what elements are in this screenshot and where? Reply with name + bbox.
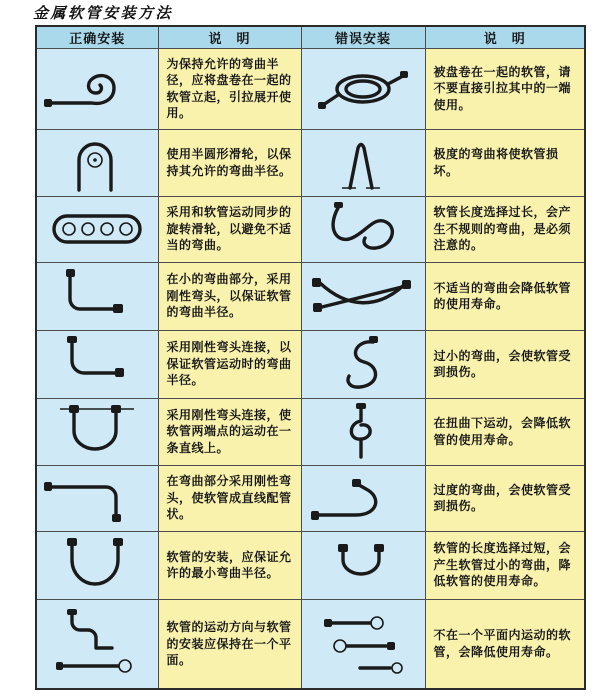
out-of-plane-hoses-icon (308, 608, 418, 680)
wrong-image-cell (301, 129, 425, 196)
table-row (36, 48, 585, 129)
table-header-row (36, 26, 585, 48)
table-row (36, 398, 585, 465)
correct-image-cell (36, 398, 158, 465)
header-wrong-install: 错误安装 (301, 26, 425, 48)
rigid-elbow-small-bend-icon (42, 267, 152, 325)
correct-image-cell (36, 599, 158, 689)
u-bend-aligned-ends-icon (42, 403, 152, 461)
correct-desc-cell: 软管的运动方向与软管的安装应保持在一个平面。 (158, 599, 301, 689)
correct-desc-cell: 采用刚性弯头连接，以保证软管运动时的弯曲半径。 (158, 330, 301, 398)
s-hook-bend-icon (308, 335, 418, 393)
wrong-image-cell (301, 330, 425, 398)
minimum-bend-u-icon (42, 536, 152, 594)
tangled-coil-icon (308, 59, 418, 119)
irregular-loop-icon (308, 200, 418, 258)
correct-desc-cell: 软管的安装，应保证允许的最小弯曲半径。 (158, 531, 301, 599)
wrong-image-cell (301, 48, 425, 129)
correct-desc-cell: 采用刚性弯头连接，使软管两端点的运动在一条直线上。 (158, 398, 301, 465)
trap-in-plane-icon (42, 608, 152, 680)
rigid-elbow-connection-icon (42, 335, 152, 393)
short-hose-u-icon (308, 536, 418, 594)
wrong-desc-cell: 过度的弯曲，会使软管受到损伤。 (425, 465, 585, 531)
wrong-desc-cell: 在扭曲下运动，会降低软管的使用寿命。 (425, 398, 585, 465)
correct-image-cell (36, 196, 158, 262)
correct-image-cell (36, 129, 158, 196)
table-row (36, 599, 585, 689)
coiled-hose-unrolled-icon (42, 59, 152, 119)
wrong-image-cell (301, 398, 425, 465)
wrong-image-cell (301, 262, 425, 330)
table-row (36, 531, 585, 599)
table-row (36, 330, 585, 398)
table-row (36, 129, 585, 196)
correct-image-cell (36, 48, 158, 129)
wrong-desc-cell: 软管长度选择过长，会产生不规则的弯曲，是必须注意的。 (425, 196, 585, 262)
table-row (36, 465, 585, 531)
correct-desc-cell: 采用和软管运动同步的旋转滑轮，以避免不适当的弯曲。 (158, 196, 301, 262)
header-wrong-desc: 说 明 (425, 26, 585, 48)
correct-desc-cell: 在弯曲部分采用刚性弯头，使软管成直线配管状。 (158, 465, 301, 531)
crossed-hoses-icon (308, 267, 418, 325)
rotating-pulley-track-icon (42, 200, 152, 258)
correct-desc-cell: 在小的弯曲部分，采用刚性弯头，以保证软管的弯曲半径。 (158, 262, 301, 330)
wrong-desc-cell: 软管的长度选择过短，会产生软管过小的弯曲，降低软管的使用寿命。 (425, 531, 585, 599)
twisted-loop-icon (308, 403, 418, 461)
semicircular-pulley-icon (42, 134, 152, 192)
correct-image-cell (36, 330, 158, 398)
header-correct-install: 正确安装 (36, 26, 158, 48)
installation-table (35, 25, 586, 690)
header-correct-desc: 说 明 (158, 26, 301, 48)
wrong-desc-cell: 不适当的弯曲会降低软管的使用寿命。 (425, 262, 585, 330)
straight-pipe-elbow-icon (42, 469, 152, 527)
page-title: 金属软管安装方法 (33, 4, 174, 22)
wrong-desc-cell: 极度的弯曲将使软管损坏。 (425, 129, 585, 196)
correct-image-cell (36, 262, 158, 330)
wrong-image-cell (301, 465, 425, 531)
wrong-image-cell (301, 599, 425, 689)
sharp-bend-icon (308, 134, 418, 192)
wrong-desc-cell: 被盘卷在一起的软管，请不要直接引拉其中的一端使用。 (425, 48, 585, 129)
correct-desc-cell: 使用半圆形滑轮，以保持其允许的弯曲半径。 (158, 129, 301, 196)
over-bent-corner-icon (308, 469, 418, 527)
correct-desc-cell: 为保持允许的弯曲半径，应将盘卷在一起的软管立起，引拉展开使用。 (158, 48, 301, 129)
wrong-desc-cell: 不在一个平面内运动的软管，会降低使用寿命。 (425, 599, 585, 689)
wrong-image-cell (301, 196, 425, 262)
wrong-desc-cell: 过小的弯曲，会使软管受到损伤。 (425, 330, 585, 398)
correct-image-cell (36, 531, 158, 599)
table-row (36, 262, 585, 330)
correct-image-cell (36, 465, 158, 531)
wrong-image-cell (301, 531, 425, 599)
table-row (36, 196, 585, 262)
